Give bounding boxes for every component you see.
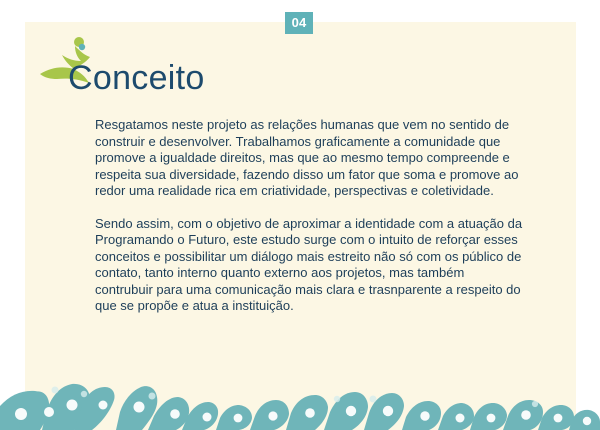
body-copy [95, 117, 525, 331]
paragraph-2: Sendo assim, com o objetivo de aproximar a identidade com a atuação da Programando o Futuro, este estudo surge com o intuito de reforçar esses conceitos e possibilitar um diálogo mais estreito não só com os público de contato, tanto interno quanto externo aos projetos, mas também contrubuir para uma comunicação mais clara e trasnparente a respeito do que se propõe e atua a instituição. [95, 215, 523, 313]
paragraph-1: Resgatamos neste projeto as relações humanas que vem no sentido de construir e desenvolver. Trabalhamos graficamente a comunidade que promove a igualdade direitos, mas que ao mesmo tempo compreende e respeita sua diversidade, fazendo disso um fator que soma e promove ao redor uma realidade rica em criatividade, perspectivas e coletividade. [95, 117, 519, 198]
page-number-badge: 04 [285, 12, 313, 34]
people-silhouette-pattern [0, 344, 600, 430]
page-title: Conceito [68, 59, 205, 97]
